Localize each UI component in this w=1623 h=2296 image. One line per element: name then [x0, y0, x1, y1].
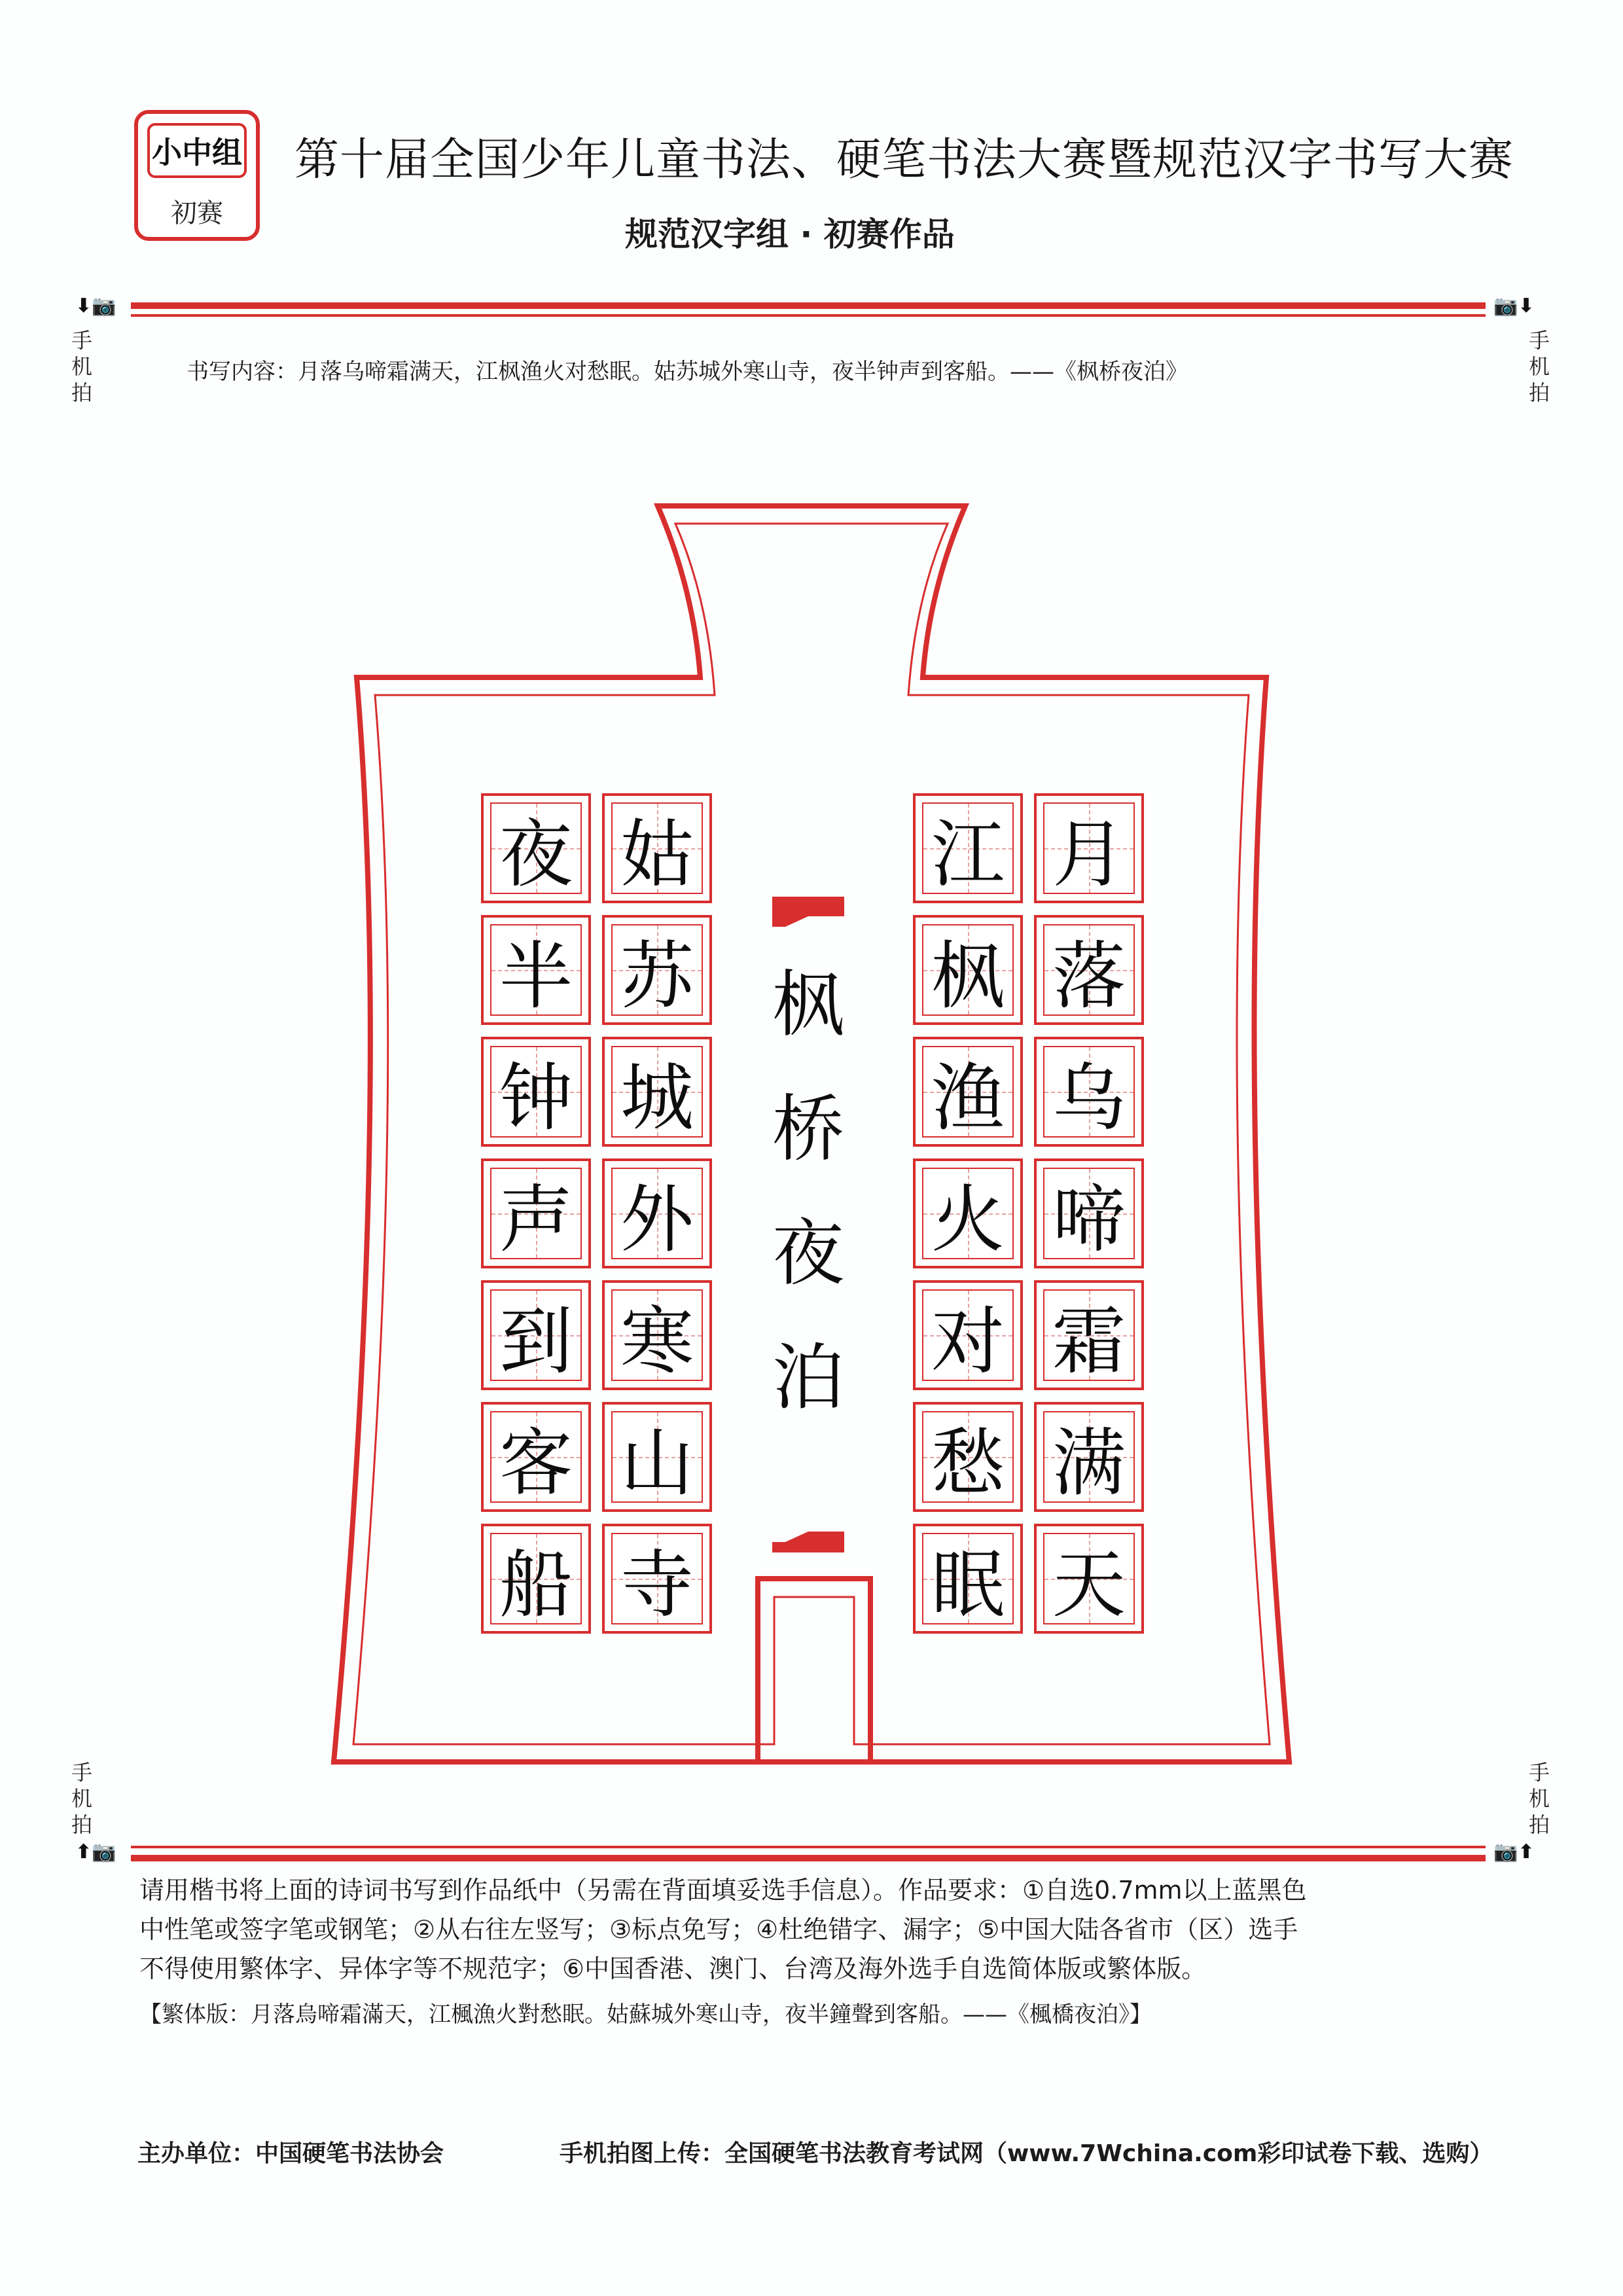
- char-cell: 啼: [1034, 1158, 1144, 1268]
- badge-group-label: 小中组: [147, 123, 247, 178]
- phone-label-bottom-right: 手 机 拍: [1528, 1760, 1550, 1837]
- char-cell: 月: [1034, 793, 1144, 903]
- char-cell: 天: [1034, 1524, 1144, 1634]
- bottom-rule-thin: [131, 1846, 1486, 1848]
- char-cell: 渔: [913, 1037, 1023, 1147]
- camera-marker-bottom-left: ⬆📷: [75, 1840, 116, 1863]
- char-cell: 寺: [602, 1524, 712, 1634]
- competition-title: 第十届全国少年儿童书法、硬笔书法大赛暨规范汉字书写大赛: [294, 134, 1514, 186]
- char-cell: 火: [913, 1158, 1023, 1268]
- poem-title-char: 桥: [772, 1087, 844, 1171]
- phone-label-top-left: 手 机 拍: [71, 328, 92, 405]
- char-cell: 船: [481, 1524, 591, 1634]
- char-cell: 落: [1034, 915, 1144, 1025]
- poem-title-char: 泊: [772, 1336, 844, 1420]
- char-cell: 半: [481, 915, 591, 1025]
- char-cell: 到: [481, 1280, 591, 1390]
- char-cell: 寒: [602, 1280, 712, 1390]
- upload-info-text: 手机拍图上传：全国硬笔书法教育考试网（www.7Wchina.com彩印试卷下载、选购）: [560, 2140, 1493, 2167]
- traditional-version-note: 【繁体版：月落烏啼霜滿天，江楓漁火對愁眠。姑蘇城外寒山寺，夜半鐘聲到客船。——《楓橋夜泊》】: [139, 2001, 1152, 2028]
- camera-marker-bottom-right: 📷⬆: [1493, 1840, 1535, 1863]
- char-cell: 江: [913, 793, 1023, 903]
- poem-title-char: 夜: [772, 1211, 844, 1295]
- title-bracket-top: [772, 897, 844, 927]
- writing-content-line: 书写内容：月落乌啼霜满天，江枫渔火对愁眠。姑苏城外寒山寺，夜半钟声到客船。——《枫桥夜泊》: [187, 359, 1188, 385]
- phone-label-top-right: 手 机 拍: [1528, 328, 1550, 405]
- poem-title-char: 枫: [772, 963, 844, 1047]
- char-cell: 姑: [602, 793, 712, 903]
- char-cell: 对: [913, 1280, 1023, 1390]
- char-cell: 眠: [913, 1524, 1023, 1634]
- title-bracket-bottom: [772, 1532, 844, 1552]
- char-cell: 枫: [913, 915, 1023, 1025]
- instructions-block: [139, 1871, 1507, 1988]
- char-cell: 声: [481, 1158, 591, 1268]
- instruction-line: 请用楷书将上面的诗词书写到作品纸中（另需在背面填妥选手信息）。作品要求：①自选0.7mm以上蓝黑色: [139, 1876, 1307, 1905]
- char-cell: 愁: [913, 1402, 1023, 1512]
- char-cell: 外: [602, 1158, 712, 1268]
- char-cell: 城: [602, 1037, 712, 1147]
- char-cell: 乌: [1034, 1037, 1144, 1147]
- bottom-rule-thick: [131, 1855, 1486, 1861]
- char-cell: 夜: [481, 793, 591, 903]
- char-cell: 霜: [1034, 1280, 1144, 1390]
- char-cell: 苏: [602, 915, 712, 1025]
- poem-title-column: [762, 942, 854, 1440]
- competition-subtitle: 规范汉字组 · 初赛作品: [625, 215, 955, 253]
- instruction-line: 中性笔或签字笔或钢笔；②从右往左竖写；③标点免写；④杜绝错字、漏字；⑤中国大陆各省市（区）选手: [139, 1915, 1298, 1944]
- phone-label-bottom-left: 手 机 拍: [71, 1760, 92, 1837]
- char-cell: 客: [481, 1402, 591, 1512]
- instruction-line: 不得使用繁体字、异体字等不规范字；⑥中国香港、澳门、台湾及海外选手自选简体版或繁体版。: [139, 1954, 1207, 1983]
- char-cell: 满: [1034, 1402, 1144, 1512]
- badge-stage-label: 初赛: [171, 198, 223, 228]
- char-cell: 山: [602, 1402, 712, 1512]
- organizer-text: 主办单位：中国硬笔书法协会: [137, 2140, 444, 2167]
- char-cell: 钟: [481, 1037, 591, 1147]
- camera-marker-top-left: ⬇📷: [75, 295, 116, 317]
- camera-marker-top-right: 📷⬇: [1493, 295, 1535, 317]
